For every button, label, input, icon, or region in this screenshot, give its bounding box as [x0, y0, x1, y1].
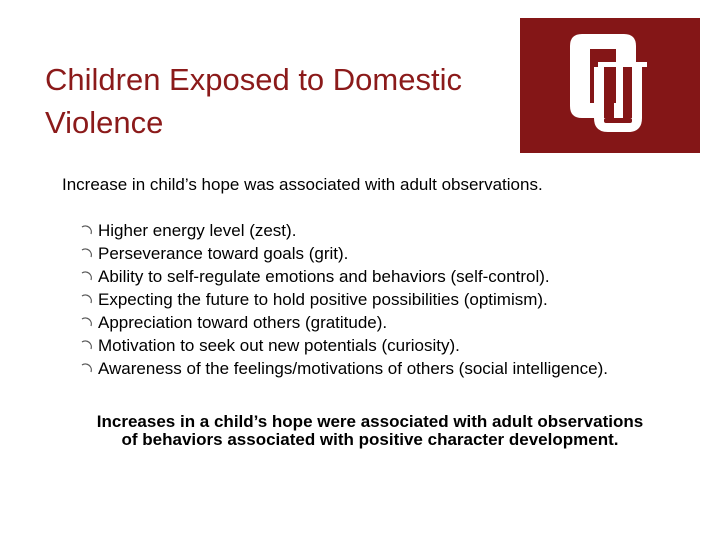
- conclusion-line-2: of behaviors associated with positive character development.: [121, 430, 619, 449]
- slide-title: [45, 58, 545, 144]
- ou-logo-mark: [520, 18, 700, 153]
- list-item-text: Perseverance toward goals (grit).: [98, 244, 349, 263]
- title-line-2: Violence: [45, 105, 164, 140]
- arc-bullet-icon: [80, 293, 93, 306]
- list-item-text: Ability to self-regulate emotions and behaviors (self-control).: [98, 267, 550, 286]
- arc-bullet-icon: [80, 247, 93, 260]
- ou-logo: [520, 18, 700, 153]
- intro-text: Increase in child’s hope was associated with adult observations.: [62, 175, 543, 194]
- list-item-text: Motivation to seek out new potentials (curiosity).: [98, 336, 460, 355]
- list-item: [80, 288, 608, 311]
- list-item: [80, 219, 608, 242]
- conclusion-line-1: Increases in a child’s hope were associated with adult observations: [96, 412, 644, 431]
- list-item: [80, 357, 608, 380]
- arc-bullet-icon: [80, 339, 93, 352]
- list-item: [80, 311, 608, 334]
- arc-bullet-icon: [80, 224, 93, 237]
- list-item: [80, 242, 608, 265]
- list-item: [80, 265, 608, 288]
- conclusion-text: [30, 413, 710, 449]
- list-item: [80, 334, 608, 357]
- list-item-text: Appreciation toward others (gratitude).: [98, 313, 388, 332]
- list-item-text: Awareness of the feelings/motivations of others (social intelligence).: [98, 359, 608, 378]
- arc-bullet-icon: [80, 362, 93, 375]
- list-item-text: Expecting the future to hold positive possibilities (optimism).: [98, 290, 548, 309]
- arc-bullet-icon: [80, 270, 93, 283]
- observation-list: [80, 219, 608, 380]
- list-item-text: Higher energy level (zest).: [98, 221, 297, 240]
- arc-bullet-icon: [80, 316, 93, 329]
- title-line-1: Children Exposed to Domestic: [45, 62, 462, 97]
